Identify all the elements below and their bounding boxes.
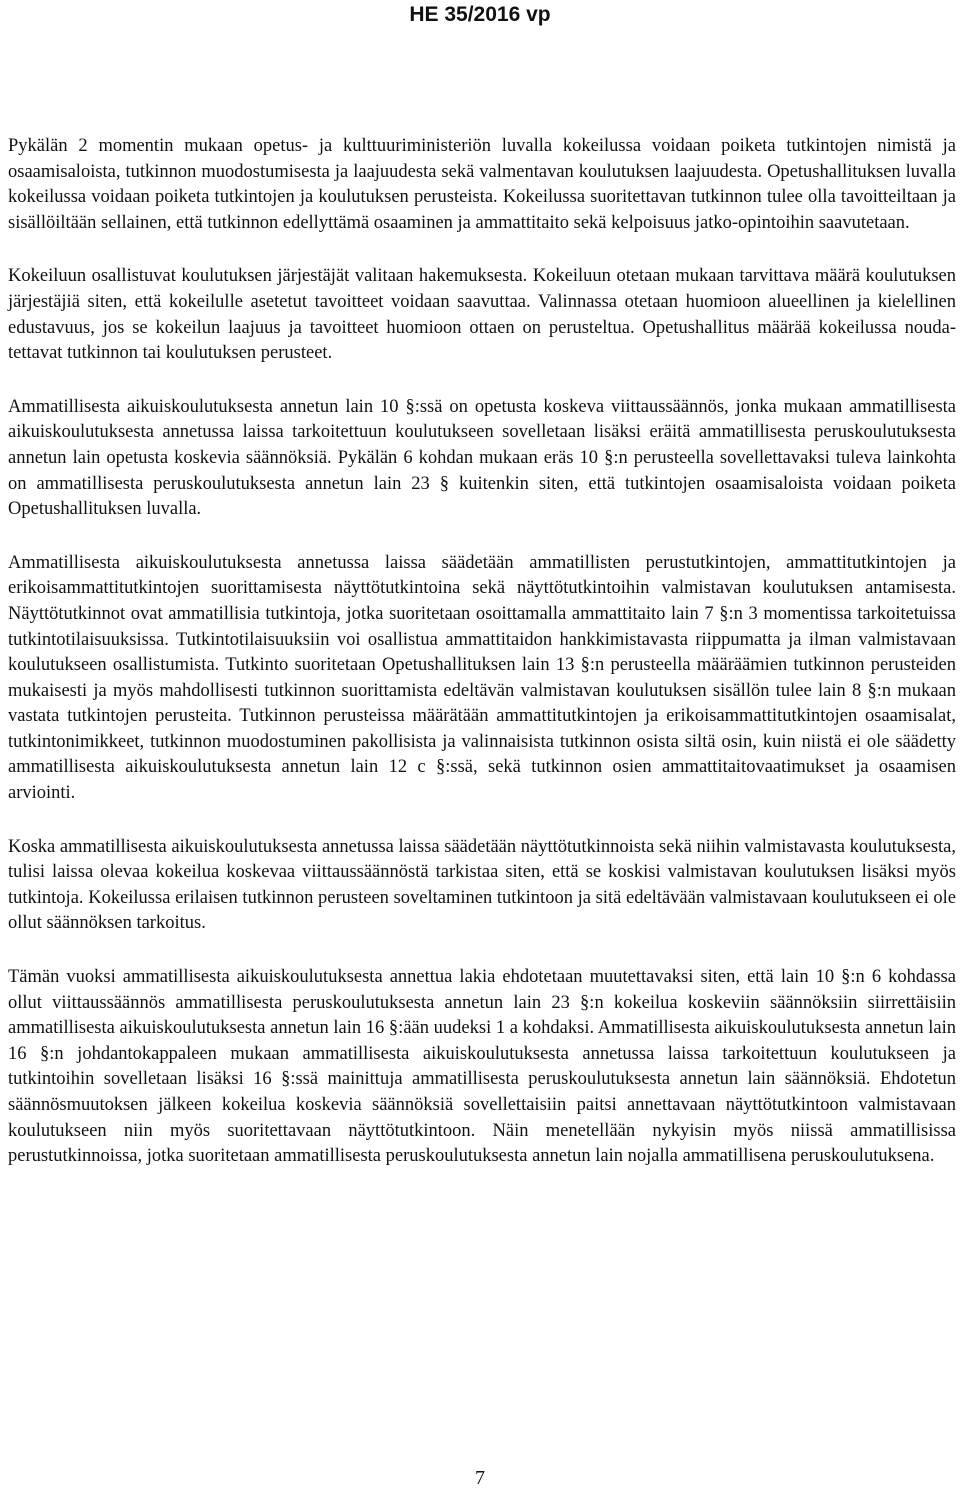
paragraph: Kokeiluun osallistuvat koulutuksen järjestäjät valitaan hakemuksesta. Kokeiluun otetaan mukaan tarvittava määrä koulutuksen järjestäjiä siten, että kokeilulle asetetut tavoitteet voidaan saavuttaa. Valinnassa otetaan huomioon alueellinen ja kielellinen edustavuus, jos se kokeilun laajuus ja tavoitteet huomioon ottaen on perusteltua. Opetushallitus määrää kokeilussa noudatettavat tutkinnon tai koulutuksen perusteet.	[8, 266, 956, 364]
paragraph: Tämän vuoksi ammatillisesta aikuiskoulutuksesta annettua lakia ehdotetaan muutettavaksi siten, että lain 10 §:n 6 kohdassa ollut viittaussäännös ammatillisesta peruskoulutuksesta annetun lain 23 §:n kokeilua koskeviin säännöksiin siirrettäisiin ammatillisesta aikuiskoulutuksesta annetun lain 16 §:ään uudeksi 1 a kohdaksi. Ammatillisesta aikuiskoulutuksesta annetun lain 16 §:n johdantokappaleen mukaan ammatillisesta aikuiskoulutuksesta annetussa laissa tarkoitettuun koulutukseen ja tutkintoihin sovelletaan lisäksi 16 §:ssä mainittuja ammatillisesta peruskoulutuksesta annetun lain säännöksiä. Ehdotetun säännösmuutoksen jälkeen kokeilua koskevia säännöksiä sovellettaisiin paitsi annettavaan näyttötutkintoon valmistavaan koulutukseen niin myös suoritettavaan näyttötutkintoon. Näin menetellään nykyisin myös niissä ammatillisissa perustutkinnoissa, jotka suoritetaan ammatillisesta peruskoulutuksesta annetun lain nojalla ammatillisena peruskoulutuksena.	[8, 967, 956, 1167]
paragraph: Koska ammatillisesta aikuiskoulutuksesta annetussa laissa säädetään näyttötutkinnoista sekä niihin valmistavasta koulutuksesta, tulisi laissa olevaa kokeilua koskevaa viittaussäännöstä tarkistaa siten, että se koskisi valmistavan koulutuksen lisäksi myös tutkintoja. Kokeilussa erilaisen tutkinnon perusteen soveltaminen tutkintoon ja sitä edeltävään valmistavaan koulutukseen ei ole ollut säännöksen tarkoitus.	[8, 836, 956, 934]
document-title: HE 35/2016 vp	[409, 3, 551, 26]
page-number: 7	[475, 1467, 485, 1489]
paragraph: Ammatillisesta aikuiskoulutuksesta annetussa laissa säädetään ammatillisten perustutkintojen, ammattitutkintojen ja erikoisammattitutkintojen suorittamisesta näyttötutkintoina sekä näyttötutkintoihin valmistavan koulutuksen antamisesta. Näyttötutkinnot ovat ammatillisia tutkintoja, jotka suoritetaan osoittamalla ammattitaito lain 7 §:n 3 momentissa tarkoitetuissa tutkintotilaisuuksissa. Tutkintotilaisuuksiin voi osallistua ammattitaidon hankkimistavasta riippumatta ja ilman valmistavaan koulutukseen osallistumista. Tutkinto suoritetaan Opetushallituksen lain 13 §:n perusteella määräämien tutkinnon perusteiden mukaisesti ja myös mahdollisesti tutkinnon suorittamista edeltävän valmistavan koulutuksen sisällön tulee lain 8 §:n mukaan vastata tutkintojen perusteita. Tutkinnon perusteissa määrätään ammattitutkintojen ja erikoisammattitutkintojen osaamisalat, tutkintonimikkeet, tutkinnon muodostuminen pakollisista ja valinnaisista tutkinnon osista siltä osin, kuin niistä ei ole säädetty ammatillisesta aikuiskoulutuksesta annetun lain 12 c §:ssä, sekä tutkinnon osien ammattitaitovaatimukset ja osaamisen arviointi.	[8, 552, 956, 804]
paragraph: Ammatillisesta aikuiskoulutuksesta annetun lain 10 §:ssä on opetusta koskeva viittaussäännös, jonka mukaan ammatillisesta aikuiskoulutuksesta annetussa laissa tarkoitettuun koulutukseen sovelletaan lisäksi eräitä ammatillisesta peruskoulutuksesta annetun lain opetusta koskevia säännöksiä. Pykälän 6 kohdan mukaan eräs 10 §:n perusteella sovellettavaksi tuleva lainkohta on ammatillisesta peruskoulutuksesta annetun lain 23 § kuitenkin siten, että tutkintojen osaamisaloista voidaan poiketa Opetushallituksen luvalla.	[8, 396, 956, 520]
document-body	[8, 134, 956, 1198]
document-header	[0, 0, 960, 28]
paragraph: Pykälän 2 momentin mukaan opetus- ja kulttuuriministeriön luvalla kokeilussa voidaan poiketa tutkintojen nimistä ja osaamisaloista, tutkinnon muodostumisesta ja laajuudesta sekä valmentavan koulutuksen laajuudesta. Opetushallituksen luvalla kokeilussa voidaan poiketa tutkintojen ja koulutuksen perusteista. Kokeilussa suoritettavan tutkinnon tulee olla tavoitteiltaan ja sisällöiltään sellainen, että tutkinnon edellyttämä osaaminen ja ammattitaito sekä kelpoisuus jatko-opintoihin saavutetaan.	[8, 136, 956, 233]
